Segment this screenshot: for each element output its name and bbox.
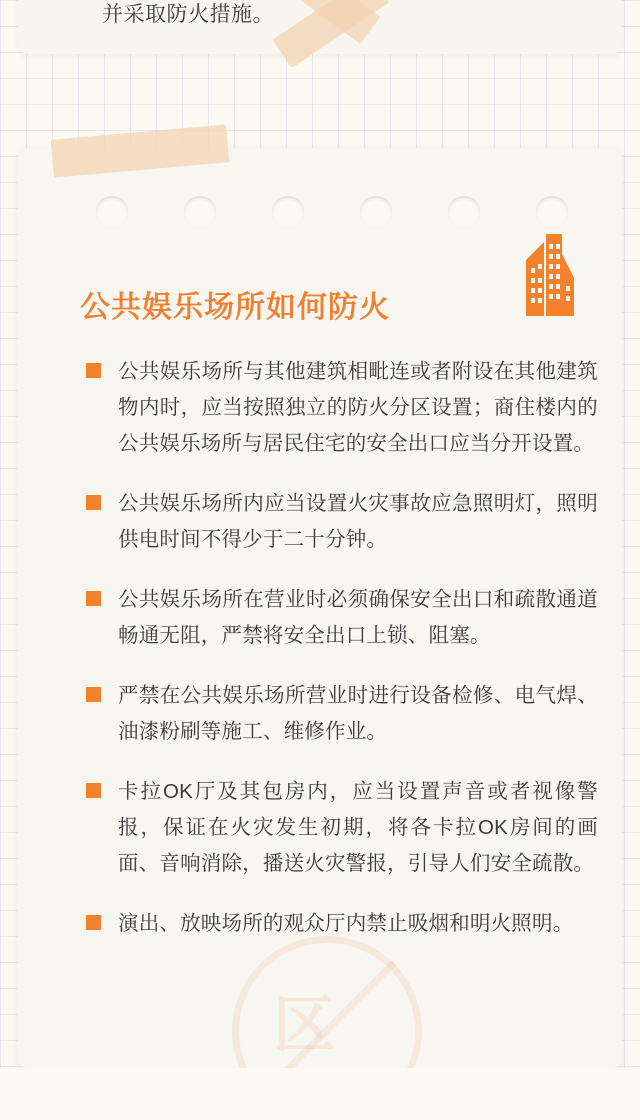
section-title-block	[18, 266, 622, 346]
square-bullet-icon	[86, 783, 101, 798]
list-item-text: 严禁在公共娱乐场所营业时进行设备检修、电气焊、油漆粉刷等施工、维修作业。	[118, 684, 598, 743]
list-item	[18, 678, 622, 750]
square-bullet-icon	[86, 591, 101, 606]
page-bottom-margin	[0, 1068, 640, 1120]
list-item	[18, 354, 622, 462]
page-title: 公共娱乐场所如何防火	[80, 291, 390, 324]
content-card	[18, 148, 622, 1068]
list-item	[18, 774, 622, 882]
punch-hole-icon	[272, 196, 304, 228]
list-item-text: 卡拉OK厅及其包房内，应当设置声音或者视像警报，保证在火灾发生初期，将各卡拉OK房间的画面、音响消除，播送火灾警报，引导人们安全疏散。	[118, 780, 598, 875]
building-icon	[468, 232, 580, 318]
punch-hole-icon	[96, 196, 128, 228]
fire-safety-list	[18, 354, 622, 966]
punch-hole-icon	[448, 196, 480, 228]
watermark-text: 区	[273, 991, 338, 1060]
punch-hole-icon	[360, 196, 392, 228]
list-item-text: 公共娱乐场所内应当设置火灾事故应急照明灯，照明供电时间不得少于二十分钟。	[118, 492, 598, 551]
square-bullet-icon	[86, 687, 101, 702]
previous-section-text: 并采取防火措施。	[102, 3, 274, 26]
list-item-text: 公共娱乐场所与其他建筑相毗连或者附设在其他建筑物内时，应当按照独立的防火分区设置；商住楼内的公共娱乐场所与居民住宅的安全出口应当分开设置。	[118, 360, 598, 455]
list-item	[18, 486, 622, 558]
punch-hole-row	[18, 196, 622, 230]
list-item-text: 演出、放映场所的观众厅内禁止吸烟和明火照明。	[118, 912, 574, 935]
list-item	[18, 906, 622, 942]
list-item	[18, 582, 622, 654]
list-item-text: 公共娱乐场所在营业时必须确保安全出口和疏散通道畅通无阻，严禁将安全出口上锁、阻塞。	[118, 588, 598, 647]
square-bullet-icon	[86, 495, 101, 510]
square-bullet-icon	[86, 915, 101, 930]
punch-hole-icon	[536, 196, 568, 228]
square-bullet-icon	[86, 363, 101, 378]
punch-hole-icon	[184, 196, 216, 228]
